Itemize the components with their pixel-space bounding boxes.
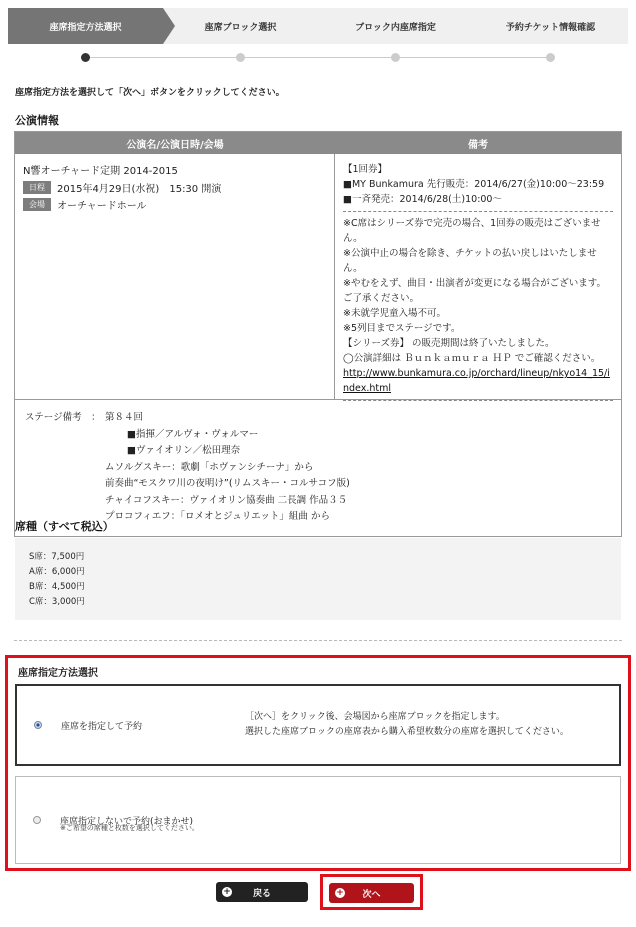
description-line-1: ［次へ］をクリック後、会場図から座席ブロックを指定します。 [245,712,505,722]
step-2 [163,8,318,44]
selection-method-section [5,655,631,871]
performance-venue: オーチャードホール [57,201,147,212]
stage-line: 第８４回 [105,412,144,423]
remarks-divider [343,211,613,212]
option-specify-seat-description [245,710,569,740]
step-dot-4 [546,53,555,62]
seat-type-item: A席：6,000円 [29,567,85,577]
next-button-label: 次へ [362,889,381,900]
venue-tag: 会場 [23,198,51,211]
remark-line: ※未就学児童入場不可。 [343,308,446,319]
section-divider [14,640,622,641]
stage-line: ■ヴァイオリン／松田理奈 [127,445,241,456]
venue-row [23,197,326,212]
remark-line: 【1回券】 [343,164,388,175]
option-auto-seat-note: ※ご希望の席種と枚数を選択してください。 [60,824,199,832]
plus-circle-icon: + [336,888,344,898]
header-remarks: 備考 [468,139,488,151]
stage-notes-label: ステージ備考 ： [25,412,101,423]
performance-info [15,154,335,399]
seat-types-list [15,538,621,620]
step-1-label: 座席指定方法選択 [49,22,122,33]
performance-date: 2015年4月29日(水祝) 15:30 開演 [57,184,222,195]
remark-line: ◯公演詳細は Ｂｕｎｋａｍｕｒａ ＨＰ でご確認ください。 [343,353,601,364]
radio-auto-seat[interactable] [33,816,41,824]
performance-details-link[interactable]: http://www.bunkamura.co.jp/orchard/lineup/nkyo14_15/index.html [343,368,610,394]
plus-circle-icon: + [223,887,231,897]
date-tag: 日程 [23,181,51,194]
date-row [23,180,326,195]
header-performance: 公演名/公演日時/会場 [126,139,224,151]
step-3 [318,8,473,44]
step-dot-1 [81,53,90,62]
stage-line: ムソルグスキー：歌劇「ホヴァンシチーナ」から [105,461,314,473]
performance-section-title: 公演情報 [15,114,59,127]
remark-line: ※C席はシリーズ券で完売の場合、1回券の販売はございません。 [343,218,601,244]
step-1 [8,8,163,44]
remarks-divider-bottom [343,400,613,401]
step-dot-3 [391,53,400,62]
remark-line: ■一斉発売：2014/6/28(土)10:00～ [343,194,502,205]
seat-type-item: B席：4,500円 [29,582,85,592]
progress-steps [8,8,628,44]
option-specify-seat-label[interactable]: 座席を指定して予約 [61,721,143,732]
seat-type-item: C席：3,000円 [29,597,85,607]
performance-row [15,154,621,400]
seat-type-item: S席：7,500円 [29,552,85,562]
step-4-label: 予約チケット情報確認 [505,22,596,33]
performance-table-header [15,132,621,154]
stage-notes-lines [105,410,350,526]
instruction-text: 座席指定方法を選択して「次へ」ボタンをクリックしてください。 [15,88,285,98]
back-button-label: 戻る [252,888,271,899]
remark-line: ※公演中止の場合を除き、チケットの払い戻しはいたしません。 [343,248,597,274]
stage-notes [15,400,621,536]
description-line-2: 選択した座席ブロックの座席表から購入希望枚数分の座席を選択してください。 [245,727,569,737]
remark-line: ■MY Bunkamura 先行販売：2014/6/27(金)10:00～23:59 [343,179,605,190]
option-auto-seat-label[interactable]: 座席指定しないで予約(おまかせ) [60,816,194,827]
stage-line: プロコフィエフ：「ロメオとジュリエット」組曲 から [105,511,330,522]
option-specify-seat[interactable] [15,684,621,766]
remark-line: 【シリーズ券】 の販売期間は終了いたしました。 [343,338,555,349]
performance-table [14,131,622,537]
stage-line: 前奏曲“モスクワ川の夜明け”(リムスキー・コルサコフ版) [105,478,350,489]
step-dot-2 [236,53,245,62]
progress-line [85,57,551,58]
performance-name: N響オーチャード定期 2014-2015 [23,166,178,177]
step-4 [473,8,628,44]
option-auto-seat[interactable] [15,776,621,864]
step-2-label: 座席ブロック選択 [204,22,277,33]
stage-line: チャイコフスキー：ヴァイオリン協奏曲 二長調 作品３５ [105,494,348,506]
remark-line: ※5列目までステージです。 [343,323,461,334]
stage-line: ■指揮／アルヴォ・ヴォルマー [127,428,259,440]
seat-types-title: 席種（すべて税込） [15,520,114,533]
radio-specify-seat[interactable] [34,721,42,729]
next-button[interactable] [329,883,414,903]
back-button[interactable] [216,882,308,902]
selection-method-title: 座席指定方法選択 [18,668,98,679]
step-3-label: ブロック内座席指定 [355,22,436,33]
progress-dots [8,53,628,63]
remarks [335,154,621,399]
remark-line: ※やむをえず、曲目・出演者が変更になる場合がございます。ご了承ください。 [343,278,606,304]
next-button-highlight [320,874,423,910]
